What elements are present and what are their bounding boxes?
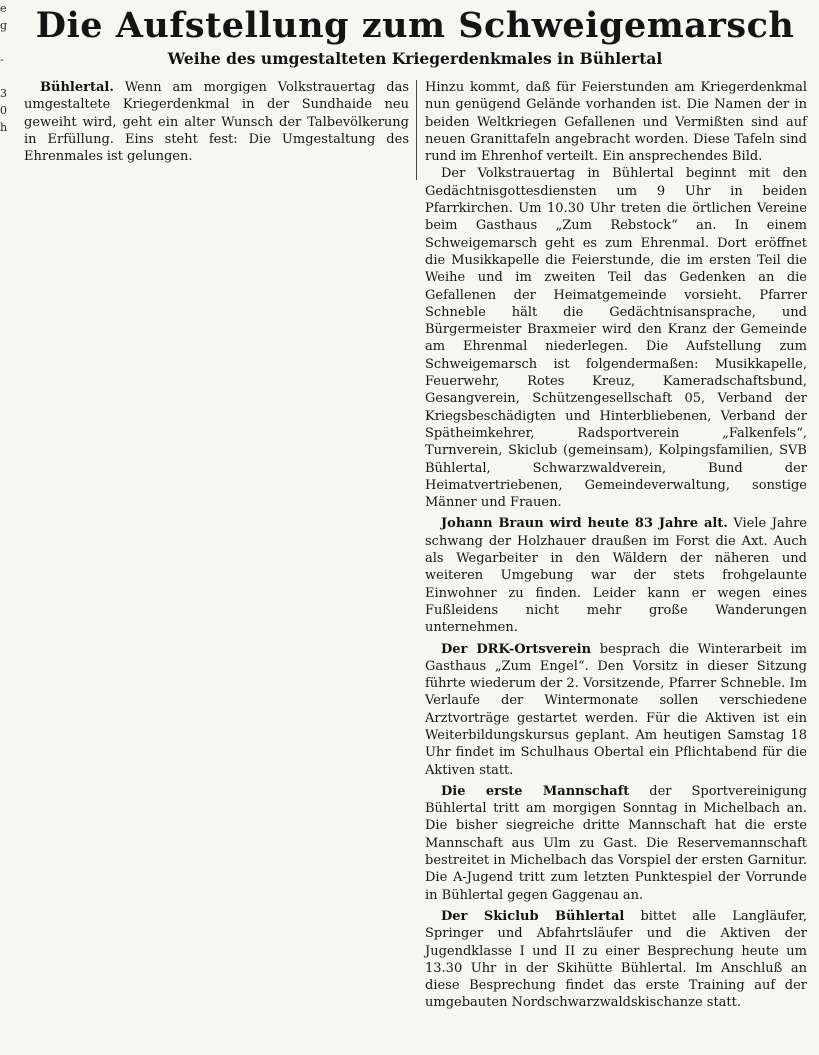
notice-skiclub: [425, 908, 807, 1012]
schedule-paragraph: Der Volkstrauertag in Bühlertal beginnt mit den Gedächtnisgottesdiensten um 9 Uhr in beiden Pfarrkirchen. Um 10.30 Uhr treten die örtlichen Vereine beim Gasthaus „Zum Rebstock“ an. In einem Schweigemarsch geht es zum Ehrenmal. Dort eröffnet die Musikkapelle die Feierstunde, die im ersten Teil die Weihe und im zweiten Teil das Gedenken an die Gefallenen der Heimatgemeinde vorsieht. Pfarrer Schneble hält die Gedächtnisansprache, und Bürgermeister Braxmeier wird den Kranz der Gemeinde am Ehrenmal niederlegen. Die Aufstellung zum Schweigemarsch ist folgendermaßen: Musikkapelle, Feuerwehr, Rotes Kreuz, Kameradschaftsbund, Gesangverein, Schützengesellschaft 05, Verband der Kriegsbeschädigten und Hinterbliebenen, Verband der Spätheimkehrer, Radsportverein „Falkenfels“, Turnverein, Skiclub (gemeinsam), Kolpingsfamilien, SVB Bühlertal, Schwarzwaldverein, Bund der Heimatvertriebenen, Gemeindeverwaltung, sonstige Männer und Frauen.: [425, 166, 807, 511]
edge-fragment: g: [0, 19, 8, 32]
notice-text: besprach die Winterarbeit im Gasthaus „Zum Engel“. Den Vorsitz in dieser Sitzung führte wiederum der 2. Vorsitzende, Pfarrer Schneble. Im Verlaufe der Wintermonate sollen verschiedene Arztvorträge gestartet werden. Für die Aktiven ist ein Weiterbildungskursus geplant. Am heutigen Samstag 18 Uhr findet im Schulhaus Obertal ein Pflichtabend für die Aktiven statt.: [425, 641, 808, 778]
notice-lead: Der DRK-Ortsverein: [441, 641, 592, 657]
notice-text: der Sportvereinigung Bühlertal tritt am morgigen Sonntag in Michelbach an. Die bisher siegreiche dritte Mannschaft hat die erste Mannschaft aus Ulm zu Gast. Die Reservemannschaft bestreitet in Michelbach das Vorspiel der ersten Garnitur. Die A-Jugend tritt zum letzten Punktespiel der Vorrunde in Bühlertal gegen Gaggenau an.: [425, 783, 807, 903]
lead-text: Wenn am morgigen Volkstrauertag das umgestaltete Kriegerdenkmal in der Sundhaide neu geweiht wird, geht ein alter Wunsch der Talbevölkerung in Erfüllung. Eins steht fest: Die Umgestaltung des Ehrenmales ist gelungen.: [24, 80, 409, 165]
notice-lead: Die erste Mannschaft: [441, 783, 630, 799]
notice-johann-braun: [425, 515, 807, 636]
notice-drk-ortsverein: [425, 641, 807, 779]
continuation-paragraph: Hinzu kommt, daß für Feierstunden am Kriegerdenkmal nun genügend Gelände vorhanden ist. Die Namen der in beiden Weltkriegen Gefallenen und Vermißten sind auf neuen Granittafeln angebracht worden. Diese Tafeln sind rund im Ehrenhof verteilt. Ein ansprechendes Bild.: [425, 80, 807, 165]
edge-fragment: [0, 34, 8, 51]
lead-paragraph: [24, 79, 409, 165]
notice-lead: Johann Braun wird heute 83 Jahre alt.: [441, 516, 728, 532]
left-edge-fragments: [0, 0, 8, 136]
article-subtitle: Weihe des umgestalteten Kriegerdenkmales in Bühlertal: [167, 49, 663, 68]
edge-fragment: 3: [0, 87, 7, 100]
column-divider: [416, 80, 417, 180]
edge-fragment: h: [0, 121, 8, 134]
article-headline: Die Aufstellung zum Schweigemarsch: [35, 5, 795, 46]
notice-text: Viele Jahre schwang der Holzhauer draußen im Forst die Axt. Auch als Wegarbeiter in den Wäldern der näheren und weiteren Umgebung war der stets frohgelaunte Einwohner zu finden. Leider kann er wegen eines Fußleidens nicht mehr große Wanderungen unternehmen.: [425, 516, 807, 636]
dateline: Bühlertal.: [40, 80, 114, 95]
edge-fragment: -: [0, 53, 4, 66]
right-column: [425, 79, 807, 1012]
notice-text: bittet alle Langläufer, Springer und Abfahrtsläufer und die Aktiven der Jugendklasse I und II zu einer Besprechung heute um 13.30 Uhr in der Skihütte Bühlertal. Im Anschluß an diese Besprechung findet das erste Training auf der umgebauten Nordschwarzwaldskischanze statt.: [425, 908, 807, 1011]
edge-fragment: e: [0, 2, 7, 15]
notice-erste-mannschaft: [425, 783, 807, 904]
edge-fragment: 0: [0, 104, 7, 117]
notice-lead: Der Skiclub Bühlertal: [441, 908, 625, 924]
edge-fragment: [0, 68, 8, 85]
left-column: [24, 79, 409, 165]
